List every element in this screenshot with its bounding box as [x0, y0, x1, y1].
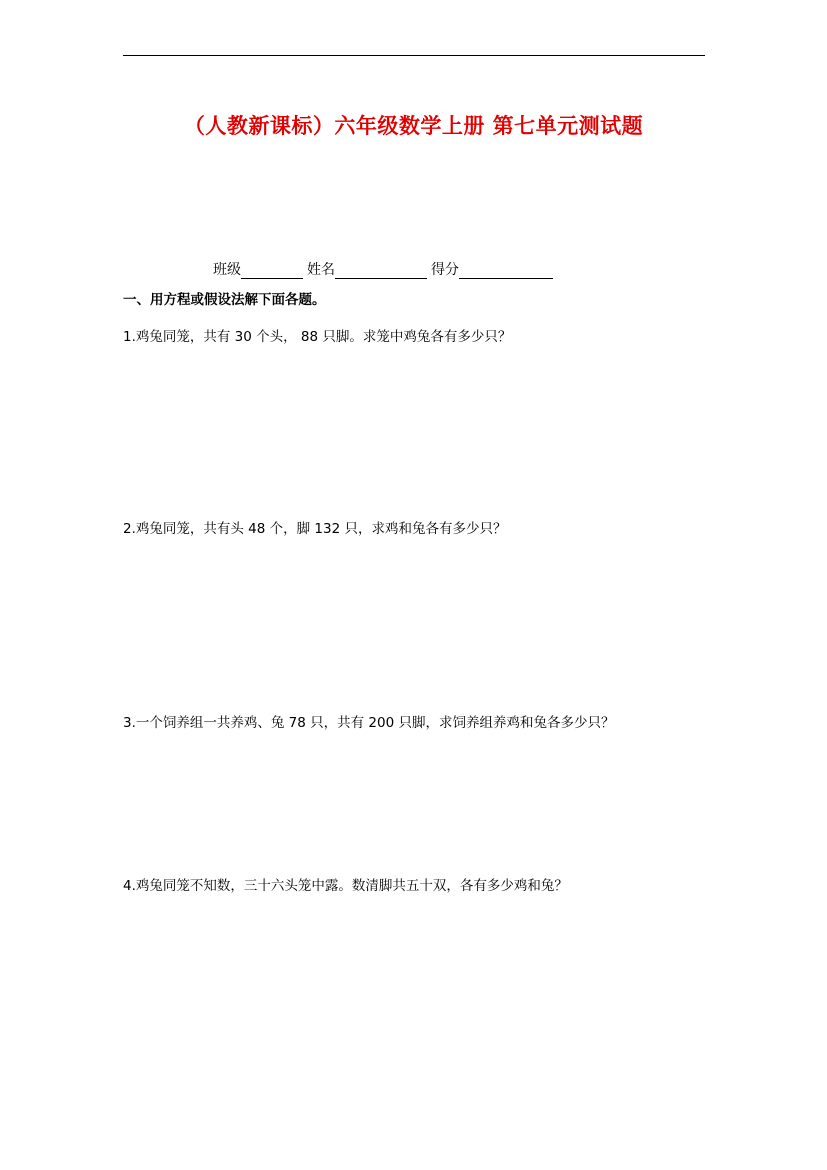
section-heading: 一、用方程或假设法解下面各题。 — [123, 292, 326, 308]
header-rule — [123, 55, 705, 56]
question-3: 3.一个饲养组一共养鸡、兔 78 只，共有 200 只脚，求饲养组养鸡和兔各多少只？ — [123, 715, 615, 731]
question-2: 2.鸡兔同笼，共有头 48 个，脚 132 只，求鸡和兔各有多少只？ — [123, 521, 507, 537]
class-label: 班级 — [213, 262, 241, 278]
question-4: 4.鸡兔同笼不知数，三十六头笼中露。数清脚共五十双，各有多少鸡和兔？ — [123, 878, 568, 894]
question-1: 1.鸡兔同笼，共有 30 个头， 88 只脚。求笼中鸡兔各有多少只？ — [123, 329, 512, 345]
name-label: 姓名 — [307, 262, 335, 278]
name-blank — [335, 263, 427, 279]
student-info-line — [213, 259, 557, 279]
score-label: 得分 — [431, 262, 459, 278]
document-title: （人教新课标）六年级数学上册 第七单元测试题 — [183, 113, 644, 138]
class-blank — [241, 263, 303, 279]
score-blank — [459, 263, 553, 279]
